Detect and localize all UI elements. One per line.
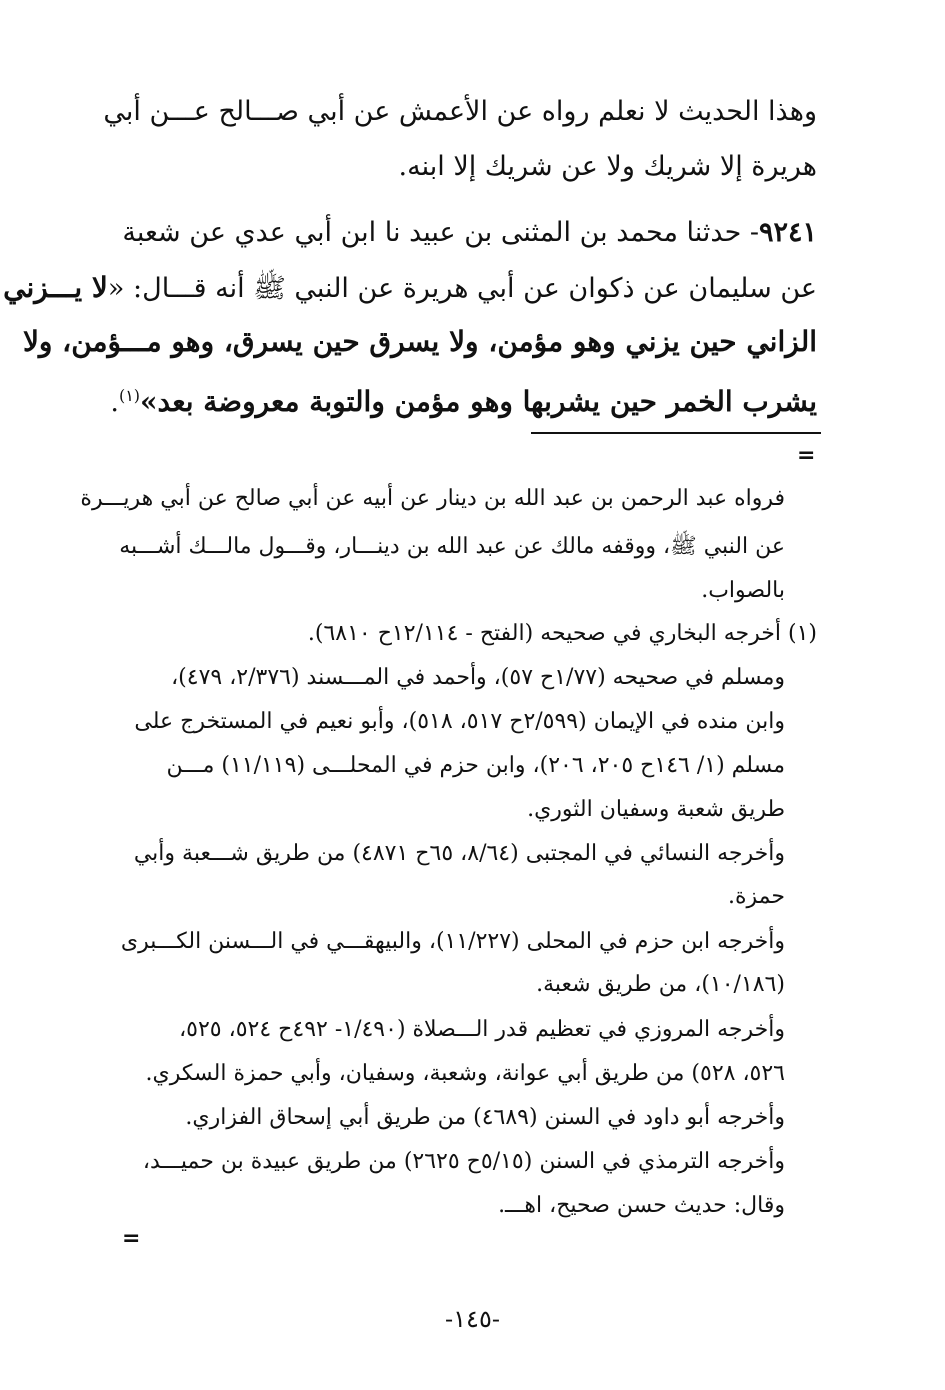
- hadith-matn-end: يشرب الخمر حين يشربها وهو مؤمن والتوبة معروضة بعد»: [140, 385, 817, 418]
- hadith-line-1: [97, 213, 817, 253]
- hadith-line-3: الزاني حين يزني وهو مؤمن، ولا يسرق حين يسرق، وهو مـــؤمن، ولا: [22, 325, 817, 358]
- footnote-1-line-5: طريق شعبة وسفيان الثوري.: [527, 797, 785, 822]
- hadith-number: ٩٢٤١: [758, 217, 817, 248]
- footnote-1-line-14: وقال: حديث حسن صحيح، اهـــ.: [498, 1193, 785, 1218]
- footnote-1-line-6: وأخرجه النسائي في المجتبى (٨/٦٤، ٦٥ح ٤٨٧١) من طريق شـــعبة وأبي: [133, 841, 785, 866]
- hadith-matn-start: لا يـــزني: [3, 271, 108, 304]
- footnote-1-line-7: حمزة.: [728, 884, 785, 909]
- hadith-line-4: [97, 376, 817, 416]
- footnote-1-line-11: ٥٢٦، ٥٢٨) من طريق أبي عوانة، وشعبة، وسفيان، وأبي حمزة السكري.: [145, 1061, 785, 1086]
- footnote-1-line-2: ومسلم في صحيحه (١/٧٧ح ٥٧)، وأحمد في المـــسند (٢/٣٧٦، ٤٧٩)،: [171, 665, 785, 690]
- footnote-continued-line-2: عن النبي ﷺ، ووقفه مالك عن عبد الله بن دينـــار، وقـــول مالـــك أشـــبه: [119, 534, 785, 559]
- main-text-line-2: هريرة إلا شريك ولا عن شريك إلا ابنه.: [398, 151, 817, 182]
- hadith-isnad-start: - حدثنا محمد بن المثنى بن عبيد نا ابن أبي عدي عن شعبة: [122, 217, 759, 248]
- footnote-1-line-9: (١٠/١٨٦)، من طريق شعبة.: [536, 972, 785, 997]
- footnote-1-line-12: وأخرجه أبو داود في السنن (٤٦٨٩) من طريق أبي إسحاق الفزاري.: [185, 1105, 785, 1130]
- footnote-1-line-13: وأخرجه الترمذي في السنن (٥/١٥ح ٢٦٢٥) من طريق عبيدة بن حميـــد،: [142, 1149, 785, 1174]
- footnote-1-line-4: مسلم (١/ ١٤٦ح ٢٠٥، ٢٠٦)، وابن حزم في المحلـــى (١١/١١٩) مـــن: [166, 753, 785, 778]
- footnote-separator: [531, 432, 821, 434]
- footnote-ref-1: (١): [118, 386, 141, 405]
- hadith-end-period: .: [110, 387, 119, 418]
- footnote-1-line-1: (١) أخرجه البخاري في صحيحه (الفتح - ١٢/١١٤ح ٦٨١٠).: [307, 621, 817, 646]
- continuation-marker-bottom: =: [122, 1226, 141, 1251]
- main-text-line-1: وهذا الحديث لا نعلم رواه عن الأعمش عن أبي صـــالح عـــن أبي: [103, 96, 817, 127]
- footnote-1-line-8: وأخرجه ابن حزم في المحلى (١١/٢٢٧)، والبيهقـــي في الـــسنن الكـــبرى: [120, 929, 785, 954]
- footnote-continued-line-1: فرواه عبد الرحمن بن عبد الله بن دينار عن أبيه عن أبي صالح عن أبي هريـــرة: [80, 486, 785, 511]
- hadith-isnad-end: عن سليمان عن ذكوان عن أبي هريرة عن النبي ﷺ أنه قـــال: «: [107, 273, 817, 304]
- continuation-marker-top: =: [797, 443, 816, 468]
- page-number: -١٤٥-: [445, 1305, 500, 1333]
- footnote-1-line-10: وأخرجه المروزي في تعظيم قدر الـــصلاة (١/٤٩٠- ٤٩٢ح ٥٢٤، ٥٢٥،: [179, 1017, 785, 1042]
- hadith-line-2: [3, 268, 817, 308]
- footnote-1-line-3: وابن منده في الإيمان (٢/٥٩٩ح ٥١٧، ٥١٨)، وأبو نعيم في المستخرج على: [134, 709, 785, 734]
- footnote-continued-line-3: بالصواب.: [701, 578, 785, 603]
